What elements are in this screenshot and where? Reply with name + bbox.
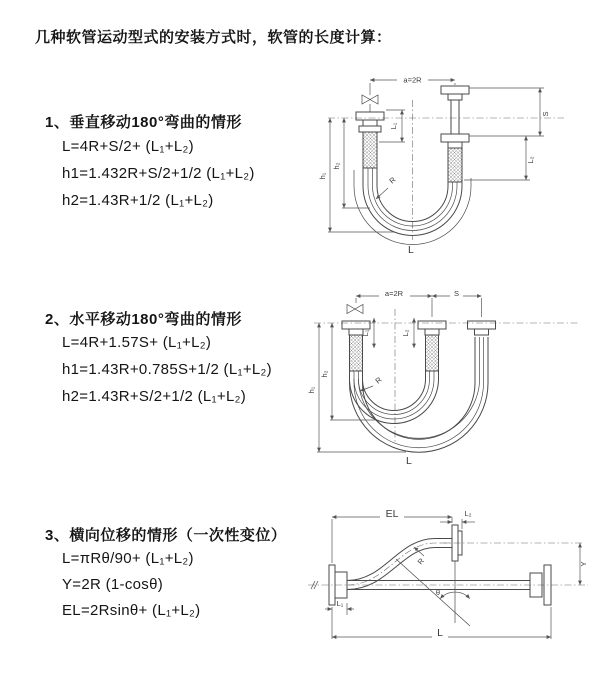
dim-label-l1: L₁ xyxy=(336,599,344,608)
page-title: 几种软管运动型式的安装方式时，软管的长度计算： xyxy=(35,29,392,46)
middle-pipe-fitting xyxy=(418,321,446,371)
dimension-l xyxy=(332,607,551,639)
dimension-l1 xyxy=(379,110,405,142)
theta-construction xyxy=(396,559,470,626)
dim-label-h1: h₁ xyxy=(318,172,327,180)
dim-label-s: S xyxy=(541,111,550,117)
dim-label-a2r: a=2R xyxy=(403,75,422,85)
centerlines xyxy=(308,543,588,585)
theta-label: θ xyxy=(435,588,441,597)
left-pipe-fitting xyxy=(342,321,370,371)
right-pipe-fitting xyxy=(441,86,469,182)
dim-label-l1: L₁ xyxy=(389,122,398,130)
dim-label-l2: L₂ xyxy=(464,509,472,518)
dim-label-a2r: a=2R xyxy=(384,289,404,298)
radius-label: R xyxy=(373,375,384,386)
dim-label-l2: L₂ xyxy=(526,156,535,164)
dim-label-s: S xyxy=(453,289,460,298)
radius-label: R xyxy=(387,175,398,186)
dimension-s xyxy=(469,88,550,136)
dimension-l2 xyxy=(464,136,535,180)
hose-s-curve xyxy=(347,539,452,590)
section-2-formula-l: L=4R+1.57S+ (L₁+L₂) xyxy=(62,334,212,351)
diagram-vertical-movement xyxy=(318,72,576,257)
dimension-el xyxy=(332,507,452,563)
dimension-h2 xyxy=(320,323,376,420)
hose-u-shape-moved xyxy=(350,337,489,452)
dim-label-l2: L₂ xyxy=(401,329,410,337)
section-1-formula-h2: h2=1.43R+1/2 (L₁+L₂) xyxy=(62,192,214,209)
dim-label-h1: h₁ xyxy=(307,386,316,394)
radius-callout xyxy=(414,547,426,566)
dim-label-h2: h₂ xyxy=(320,370,329,378)
section-1-formula-h1: h1=1.432R+S/2+1/2 (L₁+L₂) xyxy=(62,165,255,182)
radius-label: R xyxy=(415,556,427,567)
dimension-l2 xyxy=(401,318,414,348)
radius-callout xyxy=(376,175,398,199)
dimension-y xyxy=(579,543,588,585)
section-2-formula-h2: h2=1.43R+S/2+1/2 (L₁+L₂) xyxy=(62,388,247,405)
section-2-heading: 2、水平移动180°弯曲的情形 xyxy=(45,311,242,328)
dim-label-l: L xyxy=(437,627,443,639)
section-3-heading: 3、横向位移的情形（一次性变位） xyxy=(45,527,287,544)
section-1-formula-l: L=4R+S/2+ (L₁+L₂) xyxy=(62,138,194,155)
length-label: L xyxy=(406,455,412,466)
left-pipe-fitting xyxy=(356,112,384,168)
dimension-a2r xyxy=(370,74,455,95)
dimension-s xyxy=(432,288,482,298)
section-3-formula-y: Y=2R (1-cosθ) xyxy=(62,576,164,593)
valve-icon xyxy=(347,305,363,314)
dim-label-y: Y xyxy=(579,561,588,567)
dim-label-h2: h₂ xyxy=(332,162,341,170)
section-3-formula-el: EL=2Rsinθ+ (L₁+L₂) xyxy=(62,602,201,619)
diagram-horizontal-movement xyxy=(306,284,586,466)
dim-label-el: EL xyxy=(385,508,399,520)
diagram-lateral-displacement xyxy=(300,503,595,651)
section-1-heading: 1、垂直移动180°弯曲的情形 xyxy=(45,114,242,131)
valve-icon xyxy=(362,95,378,112)
length-label: L xyxy=(408,244,414,256)
section-2-formula-h1: h1=1.43R+0.785S+1/2 (L₁+L₂) xyxy=(62,361,272,378)
dim-label-l1: L₁ xyxy=(361,329,370,337)
section-3-formula-l: L=πRθ/90+ (L₁+L₂) xyxy=(62,550,194,567)
dimension-h1 xyxy=(318,118,394,232)
